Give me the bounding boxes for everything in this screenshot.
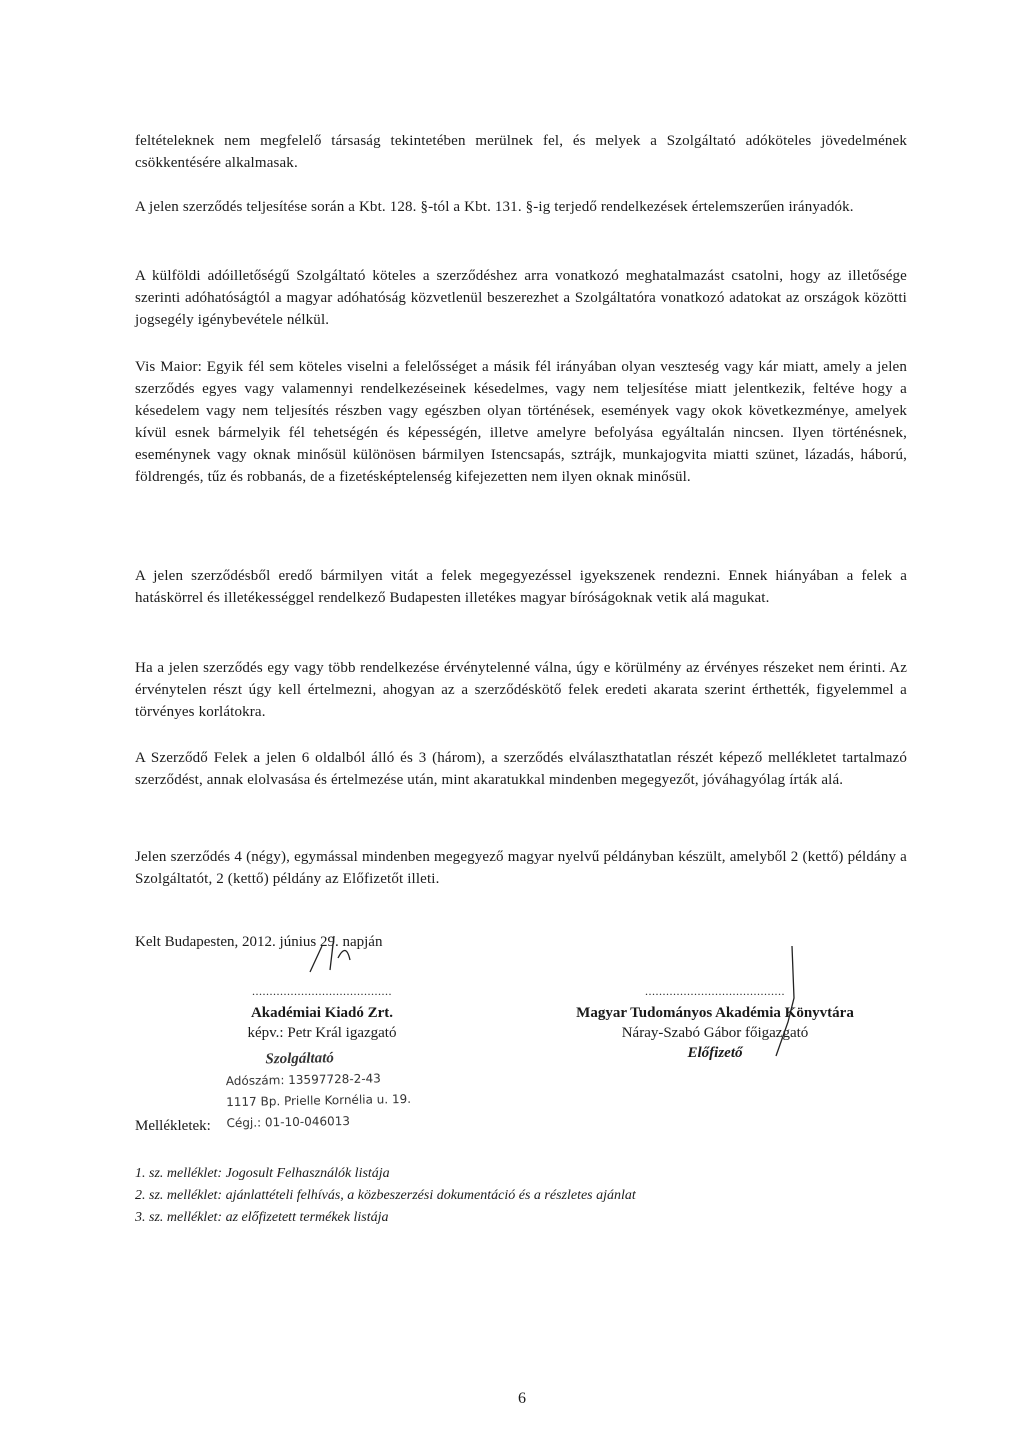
stamp-brand: Szolgáltató [265, 1050, 334, 1068]
signature-block-right [527, 985, 903, 1063]
stamp-address: 1117 Bp. Prielle Kornélia u. 19. [226, 1091, 412, 1110]
paragraph-dispute-resolution: A jelen szerződésből eredő bármilyen vitát a felek megegyezéssel igyekszenek rendezni. Ennek hiányában a felek a hatáskörrel és illetékességgel rendelkező Budapesten illetékes magyar bíróságoknak vetik alá magukat. [135, 568, 907, 606]
signature-block-left [196, 985, 448, 1043]
attachments-label: Mellékletek: [135, 1118, 211, 1134]
attachment-item: 2. sz. melléklet: ajánlattételi felhívás, a közbeszerzési dokumentáció és a részletes ajánlat [135, 1188, 636, 1203]
attachment-item: 3. sz. melléklet: az előfizetett termékek listája [135, 1210, 389, 1225]
paragraph-severability: Ha a jelen szerződés egy vagy több rendelkezése érvénytelenné válna, úgy e körülmény az érvényes részeket nem érinti. Az érvénytelen részt úgy kell értelmezni, ahogyan az a szerződéskötő felek eredeti akarata szerint érthették, figyelemmel a törvényes korlátokra. [135, 660, 907, 720]
paragraph-foreign-tax-residency: A külföldi adóilletőségű Szolgáltató köteles a szerződéshez arra vonatkozó meghatalmazást csatolni, hogy az illetősége szerinti adóhatóságtól a magyar adóhatóság közvetlenül beszerezhet a Szolgáltatóra vonatkozó adatokat az országok közötti jogsegély igénybevétele nélkül. [135, 268, 907, 328]
handwritten-signature-left [300, 928, 370, 980]
attachment-item: 1. sz. melléklet: Jogosult Felhasználók listája [135, 1166, 390, 1181]
signatory-left-name: Akadémiai Kiadó Zrt. [250, 1005, 394, 1021]
signatory-right-party: Előfizető [687, 1045, 743, 1061]
paragraph-vis-maior: Vis Maior: Egyik fél sem köteles viselni a felelősséget a másik fél irányában olyan veszteség vagy kár miatt, amely a jelen szerződés egyes vagy valamennyi rendelkezéseinek késedelmes, vagy nem teljesítése miatt jelentkezik, feltéve hogy a késedelem vagy nem teljesítés részben vagy egészben olyan történések, események vagy okok következménye, amelyek kívül esnek bármelyik fél tehetségén és képességén, illetve amelyre befolyása egyáltalán nincsen. Ilyen történésnek, eseménynek vagy oknak minősül különösen bármilyen Istencsapás, sztrájk, munkajogvita miatti szünet, lázadás, háború, földrengés, tűz és robbanás, de a fizetésképtelenség kifejezetten nem ilyen oknak minősül. [135, 359, 907, 485]
signatory-right-name: Magyar Tudományos Akadémia Könyvtára [576, 1005, 854, 1021]
signature-line-right: ........................................ [645, 985, 785, 997]
stamp-registration: Cégj.: 01-10-046013 [226, 1113, 351, 1131]
stamp-tax-number: Adószám: 13597728-2-43 [225, 1071, 381, 1089]
signature-line-left: ........................................ [252, 985, 392, 997]
signatory-right-role: Náray-Szabó Gábor főigazgató [621, 1025, 809, 1041]
attachments-list [135, 1163, 835, 1229]
page-number: 6 [518, 1390, 526, 1407]
paragraph-kbt-provisions: A jelen szerződés teljesítése során a Kbt. 128. §-tól a Kbt. 131. §-ig terjedő rendelkezések értelemszerűen irányadók. [135, 199, 854, 215]
place-and-date: Kelt Budapesten, 2012. június 29. napján [135, 934, 383, 950]
paragraph-signing-statement: A Szerződő Felek a jelen 6 oldalból álló és 3 (három), a szerződés elválaszthatatlan részét képező mellékletet tartalmazó szerződést, annak elolvasása és értelmezése után, mint akaratukkal mindenben megegyezőt, jóváhagyólag írták alá. [135, 750, 907, 788]
paragraph-tax-conditions: feltételeknek nem megfelelő társaság tekintetében merülnek fel, és melyek a Szolgáltató adóköteles jövedelmének csökkentésére alkalmasak. [135, 133, 907, 171]
paragraph-copies: Jelen szerződés 4 (négy), egymással mindenben megegyező magyar nyelvű példányban készült, amelyből 2 (kettő) példány a Szolgáltatót, 2 (kettő) példány az Előfizetőt illeti. [135, 849, 907, 887]
signatory-left-role: képv.: Petr Král igazgató [247, 1025, 397, 1041]
company-stamp [225, 1046, 466, 1134]
